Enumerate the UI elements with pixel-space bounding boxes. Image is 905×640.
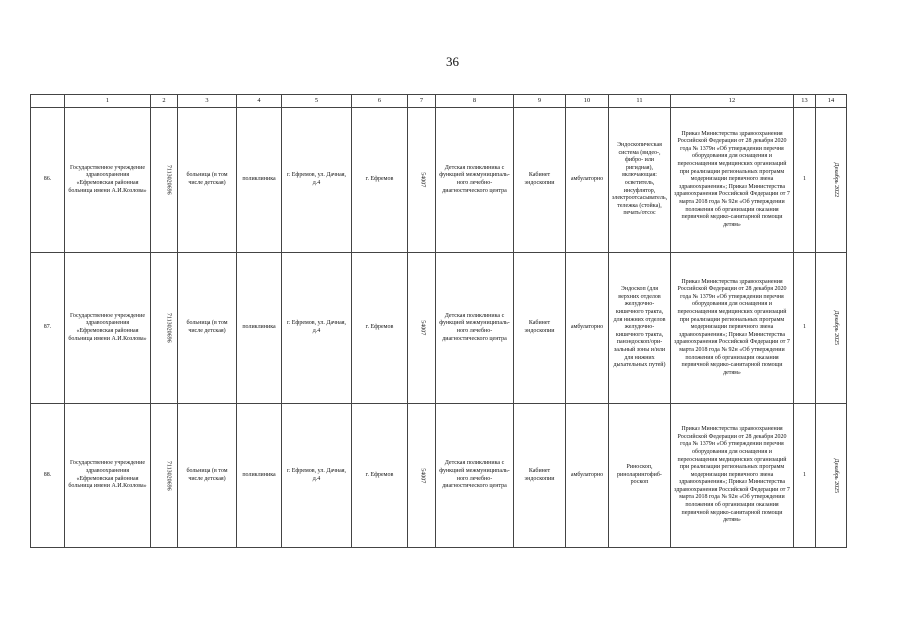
- table-row: [31, 404, 847, 548]
- table-row: [31, 253, 847, 404]
- header-cell: 2: [151, 95, 178, 108]
- header-cell: 6: [352, 95, 408, 108]
- equipment-cell: Эндоскоп (для верхних отделов желудочно-кишечного тракта, для нижних отделов желудочно-кишечного тракта, панэндоскоп/ори-зальный зоны и/или для нижних дыхательных путей): [609, 253, 671, 404]
- care-type-cell: амбулаторно: [566, 404, 609, 548]
- code-cell: [408, 108, 436, 253]
- date-cell: [816, 404, 847, 548]
- city-cell: г. Ефремов: [352, 108, 408, 253]
- header-cell: 10: [566, 95, 609, 108]
- department-cell: Детская поликлиника с функцией межмуниципаль-ного лечебно-диагностического центра: [436, 253, 514, 404]
- equipment-cell: Риноскоп, риноларингофиб-роскоп: [609, 404, 671, 548]
- facility-type-cell: больница (в том числе детская): [178, 404, 237, 548]
- facility-form-cell: поликлиника: [237, 404, 282, 548]
- quantity-cell: 1: [794, 253, 816, 404]
- facility-form-cell: поликлиника: [237, 253, 282, 404]
- code-cell: [408, 404, 436, 548]
- organization-cell: Государственное учреждение здравоохранения «Ефремовская районная больница имени А.И.Козлова»: [65, 108, 151, 253]
- city-cell: г. Ефремов: [352, 404, 408, 548]
- date-cell: [816, 108, 847, 253]
- care-type-cell: амбулаторно: [566, 108, 609, 253]
- date-text: Декабрь 2025: [833, 458, 840, 493]
- header-cell: 9: [514, 95, 566, 108]
- order-cell: Приказ Министерства здравоохранения Российской Федерации от 28 декабря 2020 года № 1379н «Об утверждении перечня оборудования для оснащения и переоснащения медицинских организаций при реализации региональных программ модернизации первичного звена здравоохранения»; Приказ Министерства здравоохранения Российской Федерации от 7 марта 2018 года № 92н «Об утверждении положения об организации оказания первичной медико-санитарной помощи детям»: [671, 253, 794, 404]
- row-number: 87.: [31, 253, 65, 404]
- header-cell: 3: [178, 95, 237, 108]
- inn-text: 7113020696: [165, 460, 172, 491]
- header-cell: 11: [609, 95, 671, 108]
- table-header-row: [31, 95, 847, 108]
- room-cell: Кабинет эндоскопии: [514, 404, 566, 548]
- quantity-cell: 1: [794, 108, 816, 253]
- header-cell: 14: [816, 95, 847, 108]
- header-cell: 8: [436, 95, 514, 108]
- address-cell: г. Ефремов, ул. Дачная, д.4: [282, 108, 352, 253]
- city-cell: г. Ефремов: [352, 253, 408, 404]
- organization-cell: Государственное учреждение здравоохранения «Ефремовская районная больница имени А.И.Козлова»: [65, 404, 151, 548]
- header-cell: 7: [408, 95, 436, 108]
- date-text: Декабрь 2025: [833, 310, 840, 346]
- code-cell: [408, 253, 436, 404]
- address-cell: г. Ефремов, ул. Дачная, д.4: [282, 404, 352, 548]
- inn-text: 7113020696: [165, 313, 172, 343]
- inn-cell: [151, 108, 178, 253]
- department-cell: Детская поликлиника с функцией межмуниципаль-ного лечебно-диагностического центра: [436, 108, 514, 253]
- room-cell: Кабинет эндоскопии: [514, 108, 566, 253]
- code-text: 54007: [419, 468, 426, 483]
- room-cell: Кабинет эндоскопии: [514, 253, 566, 404]
- header-cell: 1: [65, 95, 151, 108]
- page-number: 36: [446, 54, 459, 69]
- header-cell: [31, 95, 65, 108]
- department-cell: Детская поликлиника с функцией межмуниципаль-ного лечебно-диагностического центра: [436, 404, 514, 548]
- date-cell: [816, 253, 847, 404]
- quantity-cell: 1: [794, 404, 816, 548]
- header-cell: 13: [794, 95, 816, 108]
- facility-type-cell: больница (в том числе детская): [178, 253, 237, 404]
- facility-type-cell: больница (в том числе детская): [178, 108, 237, 253]
- inn-cell: [151, 404, 178, 548]
- row-number: 88.: [31, 404, 65, 548]
- row-number: 86.: [31, 108, 65, 253]
- address-cell: г. Ефремов, ул. Дачная, д.4: [282, 253, 352, 404]
- table-row: [31, 108, 847, 253]
- header-cell: 4: [237, 95, 282, 108]
- organization-cell: Государственное учреждение здравоохранения «Ефремовская районная больница имени А.И.Козлова»: [65, 253, 151, 404]
- date-text: Декабрь 2022: [833, 162, 840, 198]
- facility-form-cell: поликлиника: [237, 108, 282, 253]
- code-text: 54007: [419, 172, 426, 188]
- inn-text: 7113020696: [165, 165, 172, 195]
- order-cell: Приказ Министерства здравоохранения Российской Федерации от 28 декабря 2020 года № 1379н «Об утверждении перечня оборудования для оснащения и переоснащения медицинских организаций при реализации региональных программ модернизации первичного звена здравоохранения»; Приказ Министерства здравоохранения Российской Федерации от 7 марта 2018 года № 92н «Об утверждении положения об организации оказания первичной медико-санитарной помощи детям»: [671, 108, 794, 253]
- equipment-table: [30, 94, 847, 548]
- header-cell: 12: [671, 95, 794, 108]
- header-cell: 5: [282, 95, 352, 108]
- inn-cell: [151, 253, 178, 404]
- code-text: 54007: [419, 320, 426, 336]
- care-type-cell: амбулаторно: [566, 253, 609, 404]
- equipment-cell: Эндоскопическая система (видео-, фибро- или ригидная), включающая: осветитель, инсуфлятор, электроотсасыватель, тележка (стойка), печать/отсос: [609, 108, 671, 253]
- order-cell: Приказ Министерства здравоохранения Российской Федерации от 28 декабря 2020 года № 1379н «Об утверждении перечня оборудования для оснащения и переоснащения медицинских организаций при реализации региональных программ модернизации первичного звена здравоохранения»; Приказ Министерства здравоохранения Российской Федерации от 7 марта 2018 года № 92н «Об утверждении положения об организации оказания первичной медико-санитарной помощи детям»: [671, 404, 794, 548]
